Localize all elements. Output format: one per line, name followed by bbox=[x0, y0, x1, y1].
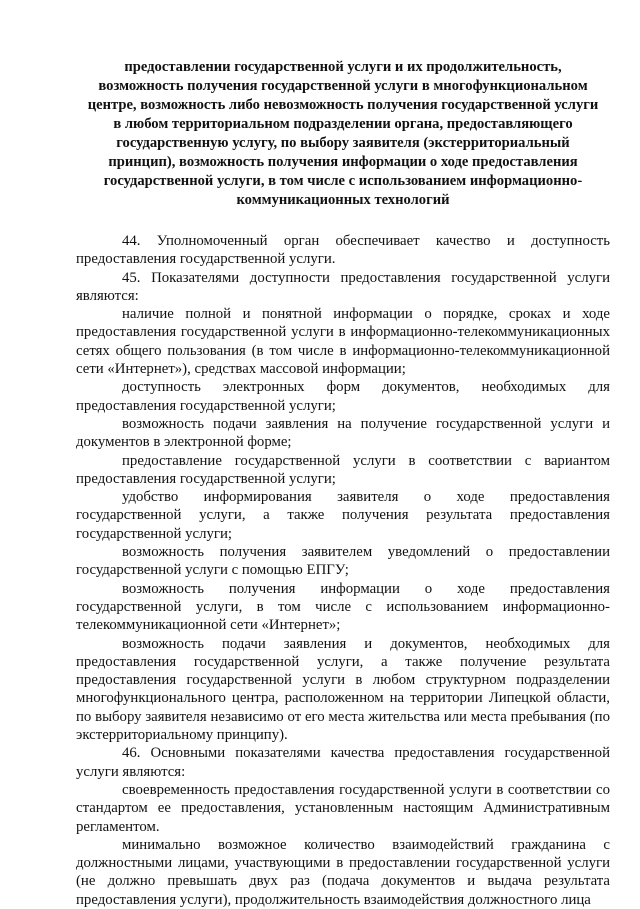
accessibility-item: доступность электронных форм документов, необходимых для предоставления государственной услуги; bbox=[76, 379, 610, 414]
document-body bbox=[76, 232, 610, 909]
accessibility-item: возможность получения заявителем уведомлений о предоставлении государственной услуги с помощью ЕПГУ; bbox=[76, 544, 610, 579]
accessibility-item: возможность подачи заявления и документов, необходимых для предоставления государственной услуги, а также получение результата предоставления государственной услуги в любом структурном подразделении многофункционального центра, расположенном на территории Липецкой области, по выбору заявителя независимо от его места жительства или места пребывания (по экстерриториальному принципу). bbox=[76, 635, 610, 744]
accessibility-item: предоставление государственной услуги в соответствии с вариантом предоставления государственной услуги; bbox=[76, 452, 610, 487]
heading-line: коммуникационных технологий bbox=[236, 192, 450, 208]
heading-line: принцип), возможность получения информации о ходе предоставления bbox=[108, 154, 578, 170]
heading-line: в любом территориальном подразделении органа, предоставляющего bbox=[113, 116, 573, 132]
accessibility-item: возможность получения информации о ходе предоставления государственной услуги, в том числе с использованием информационно-телекоммуникационной сети «Интернет»; bbox=[76, 580, 610, 634]
section-heading bbox=[76, 58, 610, 210]
paragraph-45: 45. Показателями доступности предоставления государственной услуги являются: bbox=[76, 269, 610, 304]
heading-line: государственную услугу, по выбору заявителя (экстерриториальный bbox=[116, 135, 570, 151]
heading-line: центре, возможность либо невозможность получения государственной услуги bbox=[87, 97, 599, 113]
accessibility-item: удобство информирования заявителя о ходе предоставления государственной услуги, а также получения результата предоставления государственной услуги; bbox=[76, 489, 610, 542]
quality-item: своевременность предоставления государственной услуги в соответствии со стандартом ее предоставления, установленным настоящим Административным регламентом. bbox=[76, 781, 610, 835]
quality-item: минимально возможное количество взаимодействий гражданина с должностными лицами, участвующими в предоставлении государственной услуги (не должно превышать двух раз (подача документов и выдача результата предоставления услуги), продолжительность взаимодействия должностного лица bbox=[76, 836, 610, 908]
heading-line: государственной услуги, в том числе с использованием информационно- bbox=[103, 173, 583, 189]
paragraph-46: 46. Основными показателями качества предоставления государственной услуги являются: bbox=[76, 745, 610, 780]
heading-line: возможность получения государственной услуги в многофункциональном bbox=[98, 78, 588, 94]
heading-line: предоставлении государственной услуги и их продолжительность, bbox=[124, 59, 562, 75]
paragraph-44: 44. Уполномоченный орган обеспечивает качество и доступность предоставления государственной услуги. bbox=[76, 233, 610, 268]
accessibility-item: наличие полной и понятной информации о порядке, сроках и ходе предоставления государственной услуги в информационно-телекоммуникационных сетях общего пользования (в том числе в информационно-телекоммуникационной сети «Интернет»), средствах массовой информации; bbox=[76, 306, 610, 378]
accessibility-item: возможность подачи заявления на получение государственной услуги и документов в электронной форме; bbox=[76, 415, 610, 451]
